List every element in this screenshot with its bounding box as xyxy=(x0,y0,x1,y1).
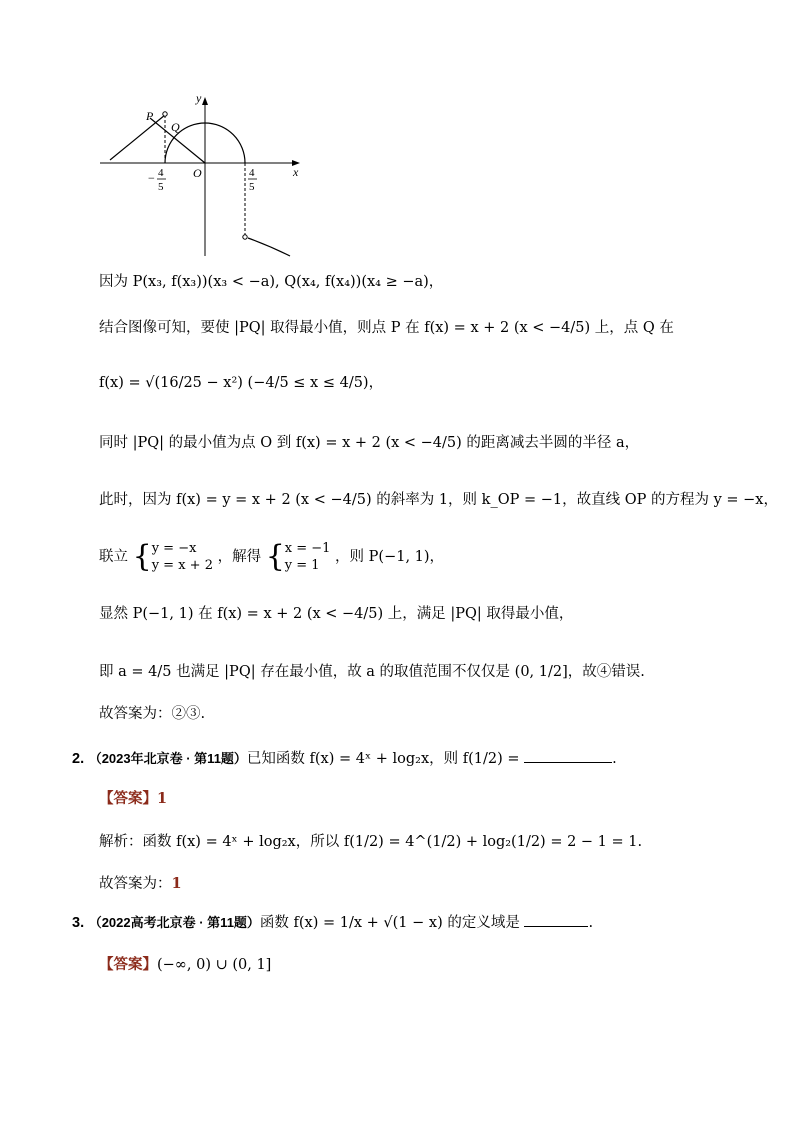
q2-final-label: 故答案为： xyxy=(99,876,172,892)
q3-answer-tag: 【答案】 xyxy=(99,956,157,973)
label-y: y xyxy=(196,91,202,105)
tick-neg-num: 4 xyxy=(158,167,164,179)
text-line-1: 因为 P(x₃, f(x₃))(x₃ < −a), Q(x₄, f(x₄))(x₄ ≥ −a)， xyxy=(99,274,444,290)
text-line-7: 显然 P(−1, 1) 在 f(x) = x + 2 (x < −4/5) 上，满足 |PQ| 取得最小值， xyxy=(99,606,574,622)
label-O: O xyxy=(193,166,202,180)
text-line-4: 同时 |PQ| 的最小值为点 O 到 f(x) = x + 2 (x < −4/5) 的距离减去半圆的半径 a， xyxy=(99,435,640,451)
q3-answer xyxy=(99,955,271,975)
q2-answer-value: 1 xyxy=(157,790,168,807)
q2-stem-end: . xyxy=(612,751,617,767)
text-line-8: 即 a = 4/5 也满足 |PQ| 存在最小值，故 a 的取值范围不仅仅是 (0, 1/2]，故④错误. xyxy=(99,664,645,680)
label-x: x xyxy=(293,165,299,179)
q2-number: 2. xyxy=(72,751,85,767)
tick-pos-num: 4 xyxy=(249,167,255,179)
text-line-2: 结合图像可知，要使 |PQ| 取得最小值，则点 P 在 f(x) = x + 2 (x < −4/5) 上，点 Q 在 xyxy=(99,320,674,336)
text-line-3: f(x) = √(16/25 − x²) (−4/5 ≤ x ≤ 4/5)， xyxy=(99,375,384,391)
tick-neg-sign: − xyxy=(148,171,155,185)
q2-answer xyxy=(99,789,167,809)
q2-source: （2023年北京卷 · 第11题） xyxy=(88,751,247,766)
q3-number: 3. xyxy=(72,915,85,931)
label-P: P xyxy=(146,109,154,123)
q2-answer-tag: 【答案】 xyxy=(99,790,157,807)
q2-final-value: 1 xyxy=(171,875,182,892)
q3-source: （2022高考北京卷 · 第11题） xyxy=(88,915,260,930)
q2-stem: 已知函数 f(x) = 4ˣ + log₂x，则 f(1/2) = xyxy=(246,751,520,767)
line6-pre: 联立 xyxy=(99,549,128,565)
question-3 xyxy=(72,912,593,933)
question-2 xyxy=(72,748,617,769)
q2-final xyxy=(99,874,182,894)
text-line-5: 此时，因为 f(x) = y = x + 2 (x < −4/5) 的斜率为 1，则 k_OP = −1，故直线 OP 的方程为 y = −x， xyxy=(99,492,778,508)
line6-post: ，则 P(−1, 1)， xyxy=(335,549,445,565)
q3-stem-end: . xyxy=(588,915,594,931)
q3-answer-value: (−∞, 0) ∪ (0, 1] xyxy=(157,957,272,973)
line6-mid: ，解得 xyxy=(217,549,262,565)
system2-eq1: x = −1 xyxy=(284,541,331,556)
system2-eq2: y = 1 xyxy=(284,558,320,573)
system1-eq2: y = x + 2 xyxy=(151,558,213,573)
tick-pos-den: 5 xyxy=(249,181,255,193)
function-graph xyxy=(95,88,310,263)
text-line-9: 故答案为：②③. xyxy=(99,706,206,722)
system1-eq1: y = −x xyxy=(151,541,197,556)
tick-neg-den: 5 xyxy=(158,181,164,193)
label-Q: Q xyxy=(171,120,180,134)
q2-answer-blank xyxy=(524,748,612,763)
q2-analysis: 解析：函数 f(x) = 4ˣ + log₂x，所以 f(1/2) = 4^(1/2) + log₂(1/2) = 2 − 1 = 1. xyxy=(99,834,643,850)
q3-stem: 函数 f(x) = 1/x + √(1 − x) 的定义域是 xyxy=(259,915,520,931)
text-line-6: 联立 {y = −x y = x + 2 ，解得 {x = −1 y = 1 ，则 P(−1, 1)， xyxy=(99,539,445,574)
q3-answer-blank xyxy=(524,912,588,927)
